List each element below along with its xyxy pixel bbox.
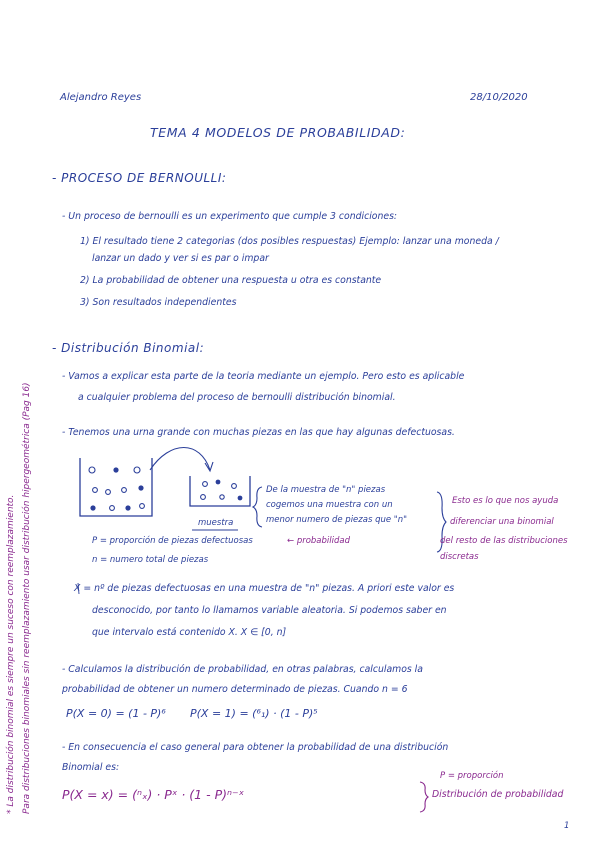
- condition-1-line-2: lanzar un dado y ver si es par o impar: [92, 253, 269, 264]
- bernoulli-intro: - Un proceso de bernoulli es un experimento que cumple 3 condiciones:: [62, 211, 398, 222]
- formula-p-x-1: P(X = 1) = (⁶₁) · (1 - P)⁵: [190, 707, 318, 720]
- muestra-label: muestra: [198, 518, 234, 528]
- purple-note-4: discretas: [440, 552, 479, 562]
- date: 28/10/2020: [470, 92, 528, 103]
- brace-formula: [420, 782, 428, 812]
- sample-pieces: [201, 480, 243, 501]
- bracket-text-2: cogemos una muestra con un: [266, 500, 393, 510]
- condition-2: 2) La probabilidad de obtener una respuesta u otra es constante: [80, 275, 382, 286]
- purple-note-2: diferenciar una binomial: [450, 517, 554, 527]
- p-definition-arrow: ← probabilidad: [287, 536, 350, 546]
- page-title: TEMA 4 MODELOS DE PROBABILIDAD:: [150, 125, 406, 140]
- purple-note-1: Esto es lo que nos ayuda: [452, 496, 559, 506]
- general-binomial-formula: P(X = x) = (ⁿₓ) · Pˣ · (1 - P)ⁿ⁻ˣ: [62, 787, 245, 802]
- formula-p-x-0: P(X = 0) = (1 - P)⁶: [66, 707, 166, 720]
- p-definition: P = proporción de piezas defectuosas: [92, 536, 253, 546]
- margin-note-line-1: * La distribución binomial es siempre un suceso con reemplazamiento.: [6, 494, 16, 814]
- consequence-line-2: Binomial es:: [62, 762, 120, 773]
- calc-line-2: probabilidad de obtener un numero determinado de piezas. Cuando n = 6: [62, 684, 408, 695]
- author-name: Alejandro Reyes: [60, 92, 142, 103]
- consequence-line-1: - En consecuencia el caso general para obtener la probabilidad de una distribución: [62, 742, 449, 753]
- purple-note-3: del resto de las distribuciones: [440, 536, 568, 546]
- section-heading-bernoulli: - PROCESO DE BERNOULLI:: [52, 171, 227, 185]
- margin-note-line-2: Para distribuciones binomiales sin reemplazamiento usar distribución hipergeométrica (Pag 16): [22, 382, 32, 814]
- condition-1-line-1: 1) El resultado tiene 2 categorias (dos posibles respuestas) Ejemplo: lanzar una moneda /: [80, 236, 499, 247]
- calc-line-1: - Calculamos la distribución de probabilidad, en otras palabras, calculamos la: [62, 664, 423, 675]
- section-heading-binomial: - Distribución Binomial:: [52, 341, 205, 355]
- p-proportion-note: P = proporción: [440, 771, 504, 781]
- x-definition-line-2: desconocido, por tanto lo llamamos variable aleatoria. Si podemos saber en: [92, 605, 447, 616]
- urn-pieces: [89, 467, 144, 511]
- page-number: 1: [564, 821, 570, 831]
- condition-3: 3) Son resultados independientes: [80, 297, 237, 308]
- binomial-paragraph-2: - Tenemos una urna grande con muchas piezas en las que hay algunas defectuosas.: [62, 427, 455, 438]
- binomial-paragraph-1-line-2: a cualquier problema del proceso de bernoulli distribución binomial.: [78, 392, 396, 403]
- bracket-text-3: menor numero de piezas que "n": [266, 515, 408, 525]
- n-definition: n = numero total de piezas: [92, 555, 209, 565]
- x-definition-line-3: que intervalo está contenido X. X ∈ [0, n]: [92, 627, 287, 638]
- x-definition-line-1: X = nº de piezas defectuosas en una muestra de "n" piezas. A priori este valor es: [74, 583, 455, 594]
- sample-box: [190, 476, 250, 506]
- brace-left: [253, 487, 262, 527]
- transfer-arrow: [150, 448, 210, 471]
- general-formula-label: Distribución de probabilidad: [432, 789, 564, 800]
- bracket-text-1: De la muestra de "n" piezas: [266, 485, 386, 495]
- binomial-paragraph-1-line-1: - Vamos a explicar esta parte de la teoria mediante un ejemplo. Pero esto es aplicable: [62, 371, 465, 382]
